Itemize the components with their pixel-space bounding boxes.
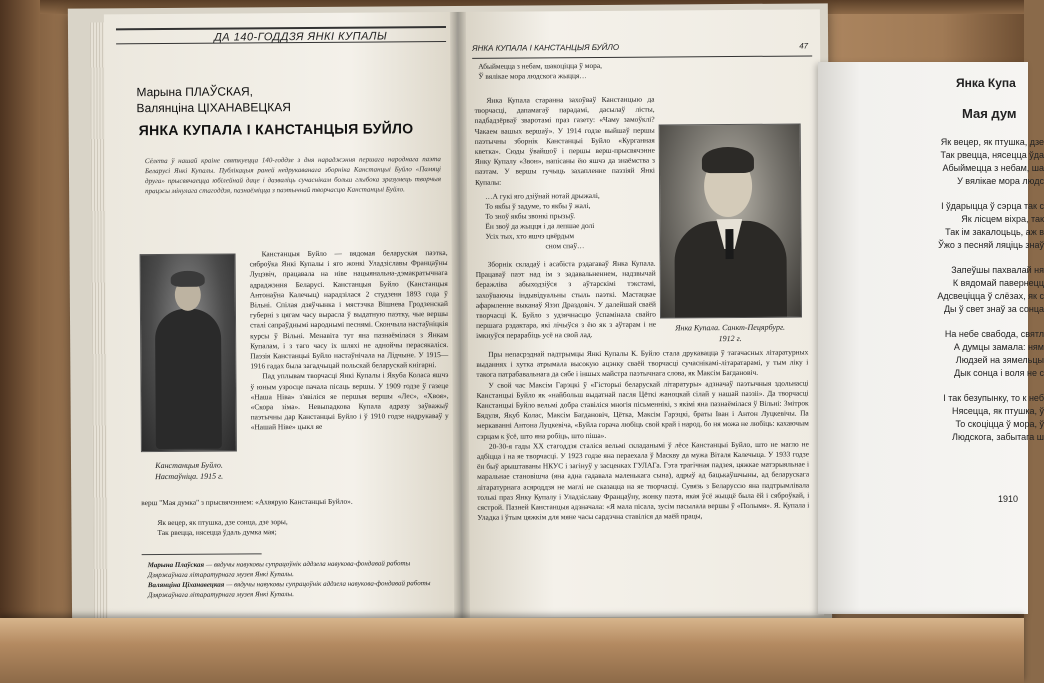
poem-line: Усіх тых, хто яшчэ цвёрдым [485,230,575,241]
sheet-year: 1910 [998,494,1019,504]
poem-line: Так рвецца, нясецца ўда [940,150,1044,160]
footnote-text: — вядучы навуковы супрацоўнік аддзела навукова-фондавай работы Дзяржаўнага літаратурнага музея Янкі Купалы. [147,579,431,600]
footnote [148,578,448,600]
quoted-poem [485,190,655,251]
poem-line: У вялікае мора людс [957,176,1044,186]
stanza [914,328,1044,380]
poem-line: Так ім закалоцьць, аж в [945,227,1044,237]
article-lead: Сёлета ў нашай краіне святкуецца 140-годдзе з дня нараджэння першага народнага паэта Беларусі Янкі Купалы. Публікацыя раней недрукаванага зборніка Канстанцыі Буйло «Памяці друга» прысвячаецца юбілейнай даце і дазваліць сучаснікам больш глыбока зразумець творчыя працэсы мінулага стагоддзя, пазнаёміцца з паэтычнай творчасцю Канстанцыі Буйло. [144,155,442,196]
photo-janka-kupala [659,124,802,319]
paragraph: Янка Купала старанна захоўваў Канстанцыю да творчасці, дапамагаў парадамі, дасылаў лісты, падбадзёрваў зваротамі праз газету: «Чаму замоўклі? Чакаем вашых вершаў». У 1914 годзе выйшаў першы паэтычны зборнік Канстанцыі Буйло «Курганная кветка». Сюды ўвайшоў і першы верш-прысвячэнне Янку Купалу «Звон», напісаны ёю яшчэ да знаёмства з паэтам. У вершы гучыць захапленне паэзіяй Янкі Купалы: [474,94,656,187]
poem-line: Запеўшы пахвалай ня [951,265,1044,275]
poem-line: Абыймецца з небам, шакоціцца ў мора, [478,60,603,71]
sheet-title: Янка Купа [956,76,1016,90]
poem-line: сном спаў… [545,240,585,251]
article-authors [136,83,291,116]
stanza [914,136,1044,188]
poem-line: К вядомай павернецц [952,278,1044,288]
paragraph: Пры непасрэднай падтрымцы Янкі Купалы К. Буйло стала друкавацца ў тагачасных літаратурных выданнях і хутка атрымала высокую ацэнку сваёй творчасці сучаснікамі-літаратарамі, у тым ліку і такога патрабавальнага да сябе і іншых майстра паэтычнага слова, як Максім Багдановіч. [476,347,809,380]
author-2: Валянціна ЦІХАНАВЕЦКАЯ [136,100,292,116]
stanza [914,264,1044,316]
running-head-text: ЯНКА КУПАЛА І КАНСТАНЦЫЯ БУЙЛО [472,42,620,53]
poem-line: Людскога, забытага ш [952,432,1044,442]
stanza [914,200,1044,252]
poem-line: Ён звоў да жыцця і да лепшае долі [485,220,595,231]
poem-excerpt-right [478,61,602,82]
footnote-name: Валянціна Ціханавецкая [147,580,225,590]
poem-line: Адсвеціцца ў слёзах, як с [937,291,1044,301]
page-number: 47 [799,41,809,51]
poem-line: На небе свабода, святл [944,329,1044,339]
poem-line: Ды ў свет знаў за сонца [943,304,1044,314]
footnote [148,558,448,580]
poem-excerpt-left [157,517,287,538]
poem-line: Нясецца, як птушка, ў [952,406,1044,416]
paragraph: Канстанцыя Буйло — вядомая беларуская паэтка, сяброўка Янкі Купалы і яго жонкі Уладзіславы Францаўны Луцэвіч, працавала на ніве нацыянальна-дэмакратычнага адраджэння Беларусі. Канстанцыя Буйло (Канстанцыя Антонаўна Калечыц) нарадзілася 2 студзеня 1893 года ў Вільні. Спілая дзяўчынка і мястэчка Вішнева Гродзенскай губерні з цягам часу вырасла ў выдатную паэтку, чые вершы сталі сапраўднымі народнымі песнямі. Скончыла настаўніцкія курсы ў Вільні. Менавіта тут яна пазнаёмілася з Янкам Купалам, і з таго часу іх шляхі не аднойчы перасякаліся. Паэзія Канстанцыі Буйло настаўнічала на Лідчыне. У 1915—1916 гадах была загадчыцай польскай беларускай кнігарні. [249,248,449,371]
running-head-right [472,41,812,58]
right-page [460,9,824,617]
author-1: Марына ПЛАЎСКАЯ, [136,84,254,100]
caption-line: Канстанцыя Буйло. [155,460,223,471]
photo-figure-tie [725,229,733,259]
poem-line: І так безупынку, то к неб [943,393,1044,403]
footnote-text: — вядучы навуковы супрацоўнік аддзела навукова-фондавай работы Дзяржаўнага літаратурнага музея Янкі Купалы. [147,559,411,580]
footnote-name: Марына Плаўская [147,560,205,570]
poem-line: Ўжо з песняй ляціць знаў [938,240,1044,250]
shelf-board [0,618,1024,683]
photo-kanstancyja-bujlo [140,253,237,452]
poem-line: Дык сонца і воля не с [954,368,1044,378]
poem-line: Як лісцем віхра, так [961,214,1044,224]
poem-line: Як вецер, як птушка, дзе [940,137,1044,147]
poem-line: Абыймецца з небам, ша [942,163,1044,173]
sheet-subtitle: Мая дум [962,106,1017,121]
caption-line: Настаўніца. 1915 г. [155,471,224,482]
shelf-side [0,0,40,683]
left-body-text [250,248,449,433]
photo-figure-body [155,309,222,449]
paragraph: У свой час Максім Гарэцкі ў «Гісторыі беларускай літаратуры» адзначаў паэтычныя здольнасці Канстанцыі Буйло як «найбольш выдатнай пасля Цёткі жаноцкай сілай у нашай паэзіі». Да творчасці Канстанцыі Буйло вельмі добра ставіліся многія пісьменнікі, з якімі яна пазнаёмілася ў Вільні: Змітрок Бядуля, Якуб Колас, Максім Багдановіч, Цётка, Максім Гарэцкі, браты Іван і Антон Луцкевічы. Па меркаванні Антона Луцкевіча, «Буйла горача любіць свой край і народ, бо ня можа не любіць: кахаючым сэрцам к ўсё, што яна робіць, што піша». [476,378,809,441]
photo-right-caption [660,322,800,345]
poem-line: Ў вялікае мора людскога жыцця… [478,71,587,81]
poem-sheet [818,62,1044,614]
running-head-left: ДА 140-ГОДДЗЯ ЯНКІ КУПАЛЫ [116,26,446,44]
caption-line: 1912 г. [718,333,742,344]
poem-line: …А гукі яго дзіўнай нотай дрыжалі, [485,190,600,201]
article-title: ЯНКА КУПАЛА І КАНСТАНЦЫЯ БУЙЛО [138,120,414,139]
photo-figure-hat [171,271,205,287]
poem-line: То зноў якбы звонкі прызыў. [485,210,576,221]
poem-line: Людзей на зямельцы [955,355,1044,365]
right-column-text-2 [476,259,657,342]
left-tail-text: верш "Мая думка" з прысвячэннем: «Ахвярую Канстанцыі Буйло». [141,496,353,508]
poem-line: А думцы замала: ням [953,342,1044,352]
sheet-poem [914,136,1044,456]
photo-figure-hair [702,147,754,173]
stanza [914,392,1044,444]
photo-left-caption [137,459,241,482]
paragraph: Зборнік складаў і асабіста рэдагаваў Янка Купала. Працаваў паэт над ім з задавальненнем, надзвычай беражліва абыходзіўся з аўтарскімі тэкстамі, захоўваючы індывідуальны стыль паэткі. Мастацкае афармленне выканаў Язэп Драздовіч. У далейшай сваёй творчасці К. Буйло з удзячнасцю ўспамінала свайго першага рэдактара, які лічыўся з ёю як з аўтарам і не імкнуўся перарабіць усё на свой лад. [475,258,657,341]
paragraph: Пад уплывам творчасці Янкі Купалы і Якуба Коласа яшчэ ў юным узросце пачала пісаць вершы. У 1909 годзе ў газеце «Наша Ніва» з'явіліся яе першыя вершы «Лес», «Хвоя», «Скора зіма». Невыпадкова Купала адразу заўважыў паэтычны дар Канстанцыі Буйло і ў 1910 годзе надрукаваў у «Нашай Ніве» цыкл яе [250,370,449,432]
right-column-text [474,95,655,252]
poem-line: Так рвецца, нясецца ўдаль думка мая; [157,527,277,538]
poem-line: То якбы ў задуме, то якбы ў жалі, [485,200,591,211]
open-magazine [68,3,832,630]
right-full-text [476,347,809,523]
caption-line: Янка Купала. Санкт-Пецярбург. [675,322,785,333]
footnote-rule [142,553,262,555]
poem-line: І ўдарыцца ў сэрца так с [941,201,1044,211]
poem-line: Як вецер, як птушка, дзе сонца, дзе зоры, [157,517,288,528]
left-page [104,12,460,620]
author-footnotes [148,558,448,600]
paragraph: 20-30-я гады XX стагоддзя сталіся вельмі складанымі ў лёсе Канстанцыі Буйло, што не магло не адбіцца і на яе творчасці. У 1923 годзе яна пераехала ў Маскву да мужа Віталя Калечыца. У 1933 годзе ён быў арыштаваны НКУС і загінуў у засценках ГУЛАГа. Гэта трагічная падзея, цяжкае матэрыяльнае і маральнае становішча (яна адна гадавала маленькага сына), адрыў ад бацькаўшчыны, ад беларускага літаратурнага асяроддзя не маглі не сказацца на яе творчасці. Сувязь з Беларуссю яна падтрымлівала толькі праз Янку Купалу і Уладзіславу Францаўну, жонку паэта, якая ўсё жыццё была ёй і сяброўкай, і сястрой. Пазней Канстанцыя адзначала: «Я мала пісала, зусім пасылала вершы ў «Полымя». Я. Купала і Уладка і ўтым цяжкім для мяне часы сардэчна ставіліся да маёй працы, [476,439,810,523]
poem-line: То скоціцца ў мора, ў [955,419,1044,429]
